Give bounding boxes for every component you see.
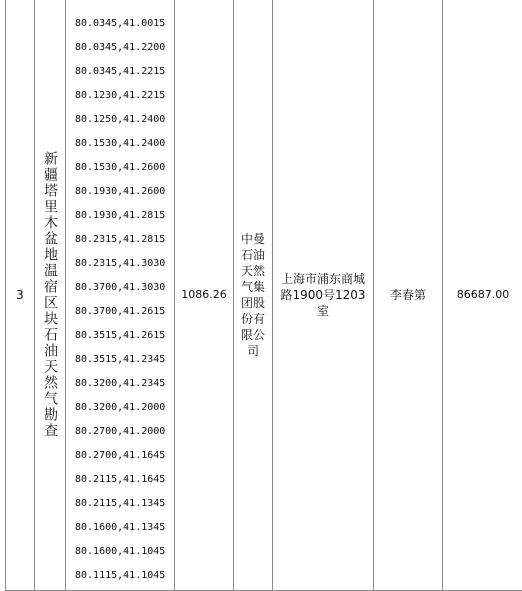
row-number-cell <box>6 0 35 591</box>
coordinate-point: 80.2315,41.3030 <box>66 252 174 276</box>
company-name: 中曼石油天然气集团股份有限公司 <box>240 231 266 359</box>
address-cell <box>273 0 374 591</box>
coordinate-point: 80.1930,41.2600 <box>66 180 174 204</box>
coordinate-point: 80.0345,41.0015 <box>66 12 174 36</box>
coordinate-point: 80.0345,41.2200 <box>66 36 174 60</box>
coordinate-point: 80.1600,41.1345 <box>66 516 174 540</box>
coordinate-point: 80.3515,41.2615 <box>66 324 174 348</box>
company-address: 上海市浦东商城路1900号1203室 <box>280 271 366 319</box>
coordinate-point: 80.2115,41.1645 <box>66 468 174 492</box>
coordinate-point: 80.0345,41.2215 <box>66 60 174 84</box>
coordinate-point: 80.1115,41.1045 <box>66 564 174 588</box>
block-name: 新疆塔里木盆地温宿区块石油天然气勘查 <box>42 151 58 439</box>
coordinate-point: 80.1600,41.1045 <box>66 540 174 564</box>
row-number: 3 <box>16 288 24 302</box>
coordinate-point: 80.3700,41.2615 <box>66 300 174 324</box>
coordinate-point: 80.3515,41.2345 <box>66 348 174 372</box>
coordinate-point: 80.3700,41.3030 <box>66 276 174 300</box>
representative-cell <box>374 0 443 591</box>
coordinate-point: 80.2115,41.1345 <box>66 492 174 516</box>
amount-value: 86687.00 <box>457 288 510 301</box>
area-value: 1086.26 <box>181 288 227 301</box>
coordinates-cell <box>66 0 175 591</box>
representative-name: 李春第 <box>390 288 426 302</box>
coordinate-point: 80.2700,41.1645 <box>66 444 174 468</box>
block-name-cell <box>35 0 66 591</box>
coordinate-list <box>66 0 174 588</box>
area-cell <box>175 0 234 591</box>
mining-rights-table <box>5 0 522 591</box>
coordinate-point: 80.1530,41.2400 <box>66 132 174 156</box>
coordinate-point: 80.2700,41.2000 <box>66 420 174 444</box>
coordinate-point: 80.3200,41.2345 <box>66 372 174 396</box>
coordinate-point: 80.3200,41.2000 <box>66 396 174 420</box>
coordinate-point: 80.2315,41.2815 <box>66 228 174 252</box>
table-row <box>6 0 522 591</box>
coordinate-point: 80.1530,41.2600 <box>66 156 174 180</box>
coordinate-point: 80.1930,41.2815 <box>66 204 174 228</box>
coordinate-point: 80.1250,41.2400 <box>66 108 174 132</box>
company-cell <box>234 0 273 591</box>
amount-cell <box>443 0 522 591</box>
coordinate-point: 80.1230,41.2215 <box>66 84 174 108</box>
